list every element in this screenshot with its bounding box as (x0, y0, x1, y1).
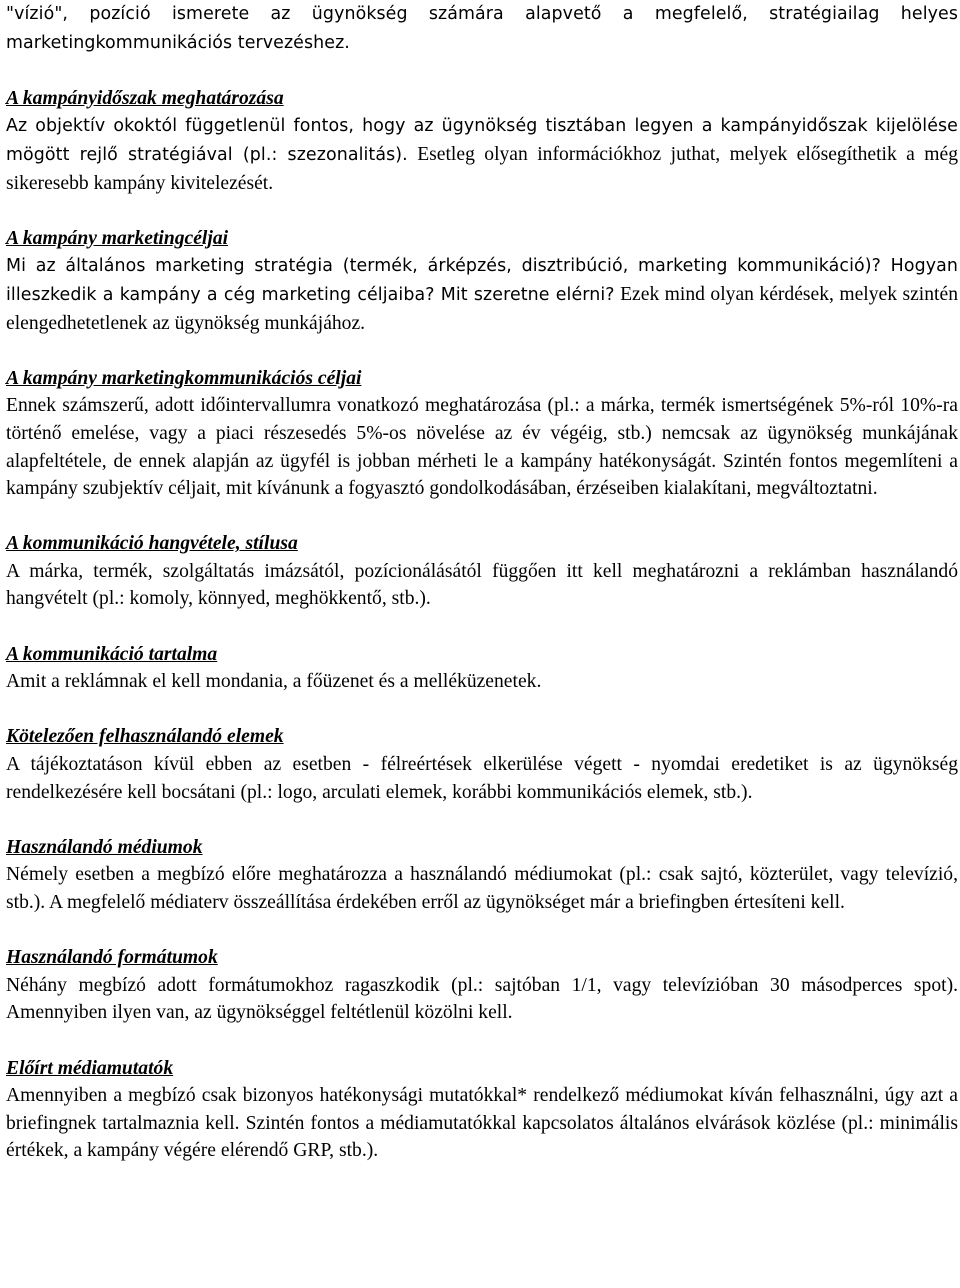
section-body: A márka, termék, szolgáltatás imázsától, pozícionálásától függően itt kell meghatározni a reklámban használandó hangvételt (pl.: komoly, könnyed, meghökkentő, stb.). (6, 560, 958, 610)
section-body-serif: Ezek mind olyan kérdések, melyek szintén elengedhetetlenek az ügynökség munkájához. (6, 283, 958, 334)
section-mandatory-elements (6, 723, 958, 806)
section-marketing-goals (6, 225, 958, 337)
section-body (6, 112, 958, 197)
section-heading: Kötelezően felhasználandó elemek (6, 726, 284, 748)
document-page (6, 0, 958, 1165)
section-body-sans: Mi az általános marketing stratégia (termék, árképzés, disztribúció, marketing kommunikáció)? Hogyan illeszkedik a kampány a cég marketing céljaiba? Mit szeretne elérni? (6, 256, 958, 305)
intro-paragraph (6, 0, 958, 57)
section-body: Némely esetben a megbízó előre meghatározza a használandó médiumokat (pl.: csak sajtó, közterület, vagy televízió, stb.). A megfelelő médiaterv összeállítása érdekében erről az ügynökséget már a briefingben értesíteni kell. (6, 864, 958, 913)
section-marcom-goals (6, 365, 958, 503)
section-campaign-period (6, 85, 958, 197)
section-content (6, 641, 958, 696)
section-heading: Használandó médiumok (6, 836, 203, 858)
section-media (6, 834, 958, 917)
section-body: Néhány megbízó adott formátumokhoz ragaszkodik (pl.: sajtóban 1/1, vagy televízióban 30 másodperces spot). Amennyiben ilyen van, az ügynökséggel feltétlenül közölni kell. (6, 974, 958, 1024)
section-heading: Előírt médiamutatók (6, 1057, 174, 1079)
section-body-sans: Az objektív okoktól függetlenül fontos, hogy az ügynökség tisztában legyen a kampányidőszak kijelölése mögött rejlő stratégiával (pl.: szezonalitás). (6, 116, 958, 165)
section-formats (6, 944, 958, 1027)
section-heading: A kampány marketingkommunikációs céljai (6, 367, 362, 389)
section-body: Amennyiben a megbízó csak bizonyos hatékonysági mutatókkal* rendelkező médiumokat kíván felhasználni, úgy azt a briefingnek tartalmaznia kell. Szintén fontos a médiamutatókkal kapcsolatos általános elvárások közlése (pl.: minimális értékek, a kampány végére elérendő GRP, stb.). (6, 1085, 958, 1162)
section-body: Amit a reklámnak el kell mondania, a főüzenet és a melléküzenetek. (6, 671, 542, 693)
section-media-indicators (6, 1055, 958, 1165)
section-tone-style (6, 530, 958, 613)
section-heading: Használandó formátumok (6, 947, 218, 969)
section-heading: A kampányidőszak meghatározása (6, 87, 284, 109)
section-body: A tájékoztatáson kívül ebben az esetben - félreértések elkerülése végett - nyomdai eredetiket is az ügynökség rendelkezésére kell bocsátani (pl.: logo, arculati elemek, korábbi kommunikációs elemek, stb.). (6, 754, 958, 803)
intro-text: "vízió", pozíció ismerete az ügynökség számára alapvető a megfelelő, stratégiailag helyes marketingkommunikációs tervezéshez. (6, 4, 958, 53)
section-body: Ennek számszerű, adott időintervallumra vonatkozó meghatározása (pl.: a márka, termék ismertségének 5%-ról 10%-ra történő emelése, vagy a piaci részesedés 5%-os növelése az év végéig, stb.) nemcsak az ügynökség munkájának alapfeltétele, de ennek alapján az ügyfél is jobban mérheti le a kampány hatékonyságát. Szintén fontos megemlíteni a kampány szubjektív céljait, mit kívánunk a fogyasztó gondolkodásában, érzéseiben kialakítani, megváltoztatni. (6, 395, 958, 500)
section-body (6, 252, 958, 337)
section-heading: A kommunikáció hangvétele, stílusa (6, 533, 298, 555)
section-body-serif: Esetleg olyan információkhoz juthat, melyek elősegíthetik a még sikeresebb kampány kivitelezését. (6, 143, 958, 194)
section-heading: A kommunikáció tartalma (6, 643, 218, 665)
section-heading: A kampány marketingcéljai (6, 227, 229, 249)
